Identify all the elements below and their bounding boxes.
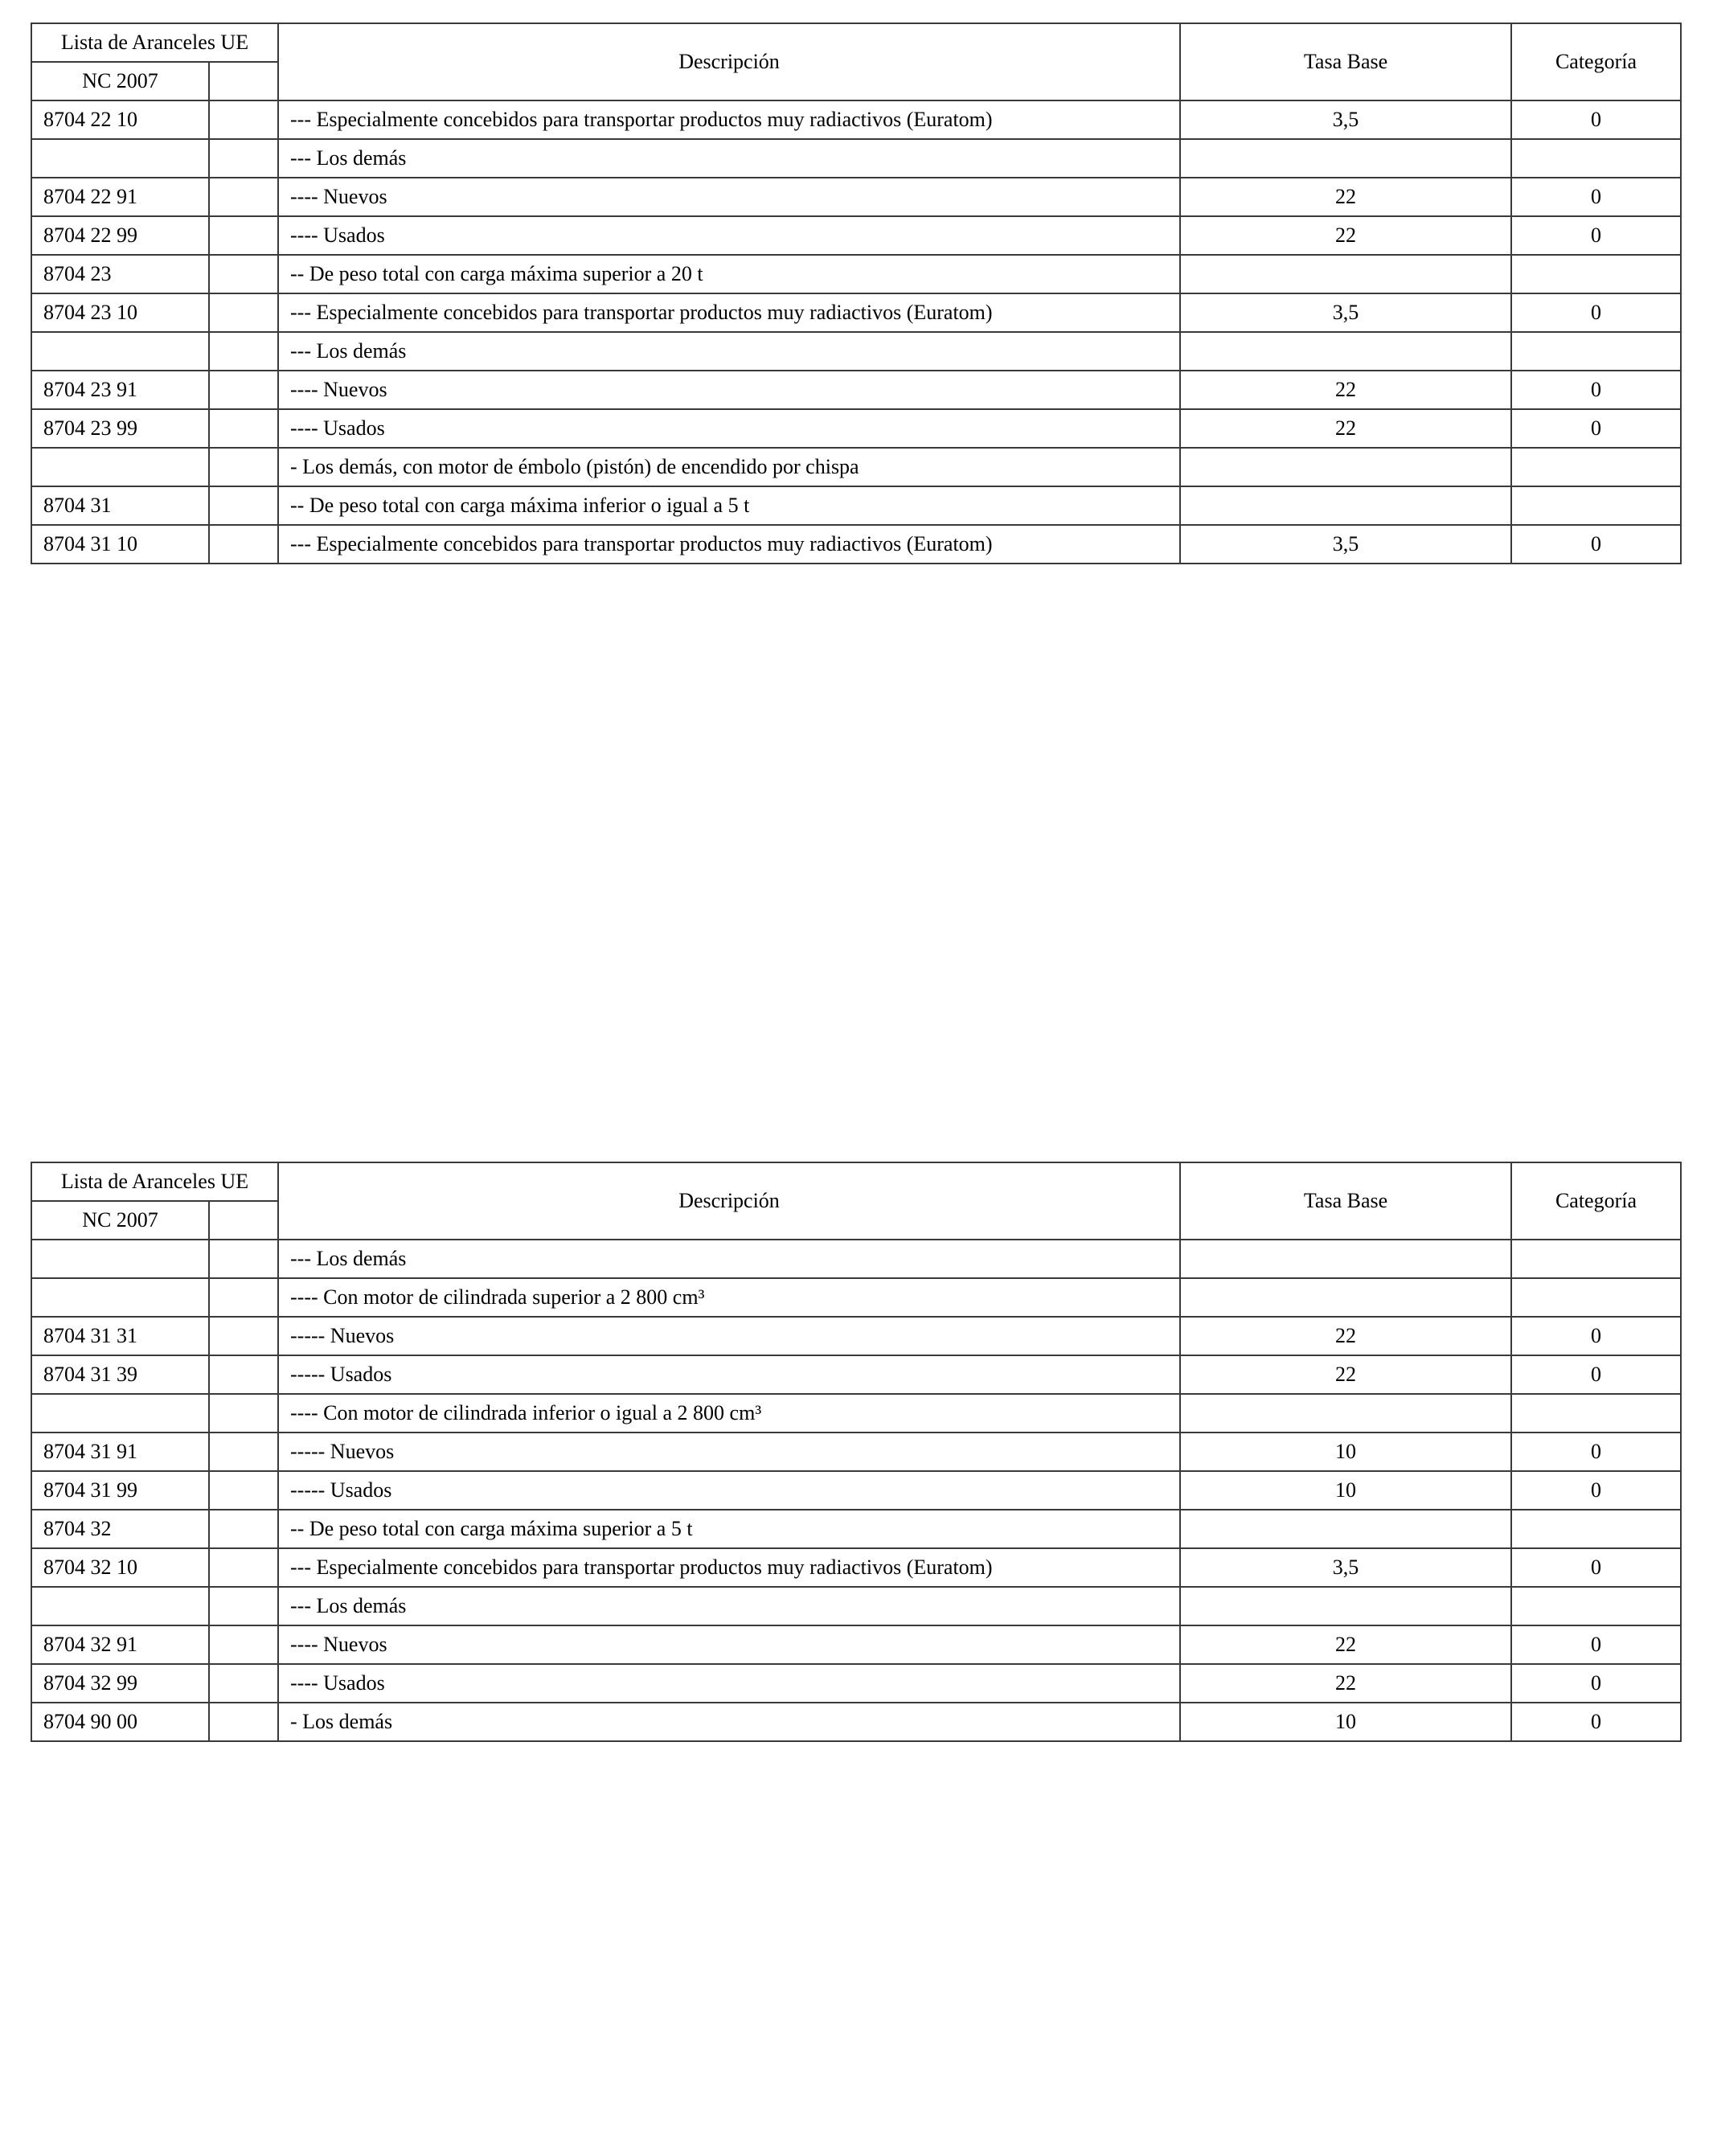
nc-code-cell: 8704 90 00 — [31, 1703, 209, 1741]
category-cell: 0 — [1511, 1471, 1681, 1510]
nc-sub-cell — [209, 216, 278, 255]
nc-code-cell — [31, 448, 209, 486]
nc-sub-cell — [209, 1394, 278, 1433]
nc-sub-cell — [209, 1548, 278, 1587]
category-cell: 0 — [1511, 293, 1681, 332]
nc-sub-cell — [209, 1240, 278, 1278]
nc-sub-cell — [209, 139, 278, 178]
nc-sub-cell — [209, 255, 278, 293]
category-cell: 0 — [1511, 525, 1681, 564]
tariff-table-1 — [31, 23, 1682, 564]
header-row — [31, 1162, 1681, 1201]
nc-code-cell: 8704 23 99 — [31, 409, 209, 448]
category-header: Categoría — [1511, 23, 1681, 100]
nc-code-cell: 8704 23 — [31, 255, 209, 293]
description-cell: -- De peso total con carga máxima superior a 20 t — [278, 255, 1180, 293]
table-row — [31, 178, 1681, 216]
description-cell: ---- Usados — [278, 216, 1180, 255]
table-row — [31, 1548, 1681, 1587]
nc-sub-cell — [209, 1625, 278, 1664]
table-row — [31, 255, 1681, 293]
base-rate-cell: 3,5 — [1180, 1548, 1511, 1587]
nc-sub-cell — [209, 1471, 278, 1510]
description-cell: ----- Usados — [278, 1471, 1180, 1510]
description-cell: ----- Nuevos — [278, 1433, 1180, 1471]
base-rate-cell — [1180, 139, 1511, 178]
base-rate-cell — [1180, 486, 1511, 525]
nc-code-cell: 8704 32 — [31, 1510, 209, 1548]
base-rate-cell: 22 — [1180, 178, 1511, 216]
table-row — [31, 1355, 1681, 1394]
nc-code-cell: 8704 31 99 — [31, 1471, 209, 1510]
nc-sub-cell — [209, 332, 278, 371]
description-cell: --- Los demás — [278, 139, 1180, 178]
base-rate-cell: 22 — [1180, 1317, 1511, 1355]
table-row — [31, 1625, 1681, 1664]
nc-code-cell: 8704 22 91 — [31, 178, 209, 216]
nc-sub-cell — [209, 486, 278, 525]
nc-sub-cell — [209, 525, 278, 564]
rate-header: Tasa Base — [1180, 23, 1511, 100]
description-cell: ---- Usados — [278, 1664, 1180, 1703]
category-cell — [1511, 1587, 1681, 1625]
category-cell — [1511, 486, 1681, 525]
base-rate-cell — [1180, 1587, 1511, 1625]
category-cell: 0 — [1511, 1317, 1681, 1355]
description-cell: ---- Con motor de cilindrada inferior o igual a 2 800 cm³ — [278, 1394, 1180, 1433]
description-cell: ---- Nuevos — [278, 1625, 1180, 1664]
nc-sub-header — [209, 62, 278, 100]
description-cell: -- De peso total con carga máxima superior a 5 t — [278, 1510, 1180, 1548]
description-cell: ---- Nuevos — [278, 371, 1180, 409]
nc-sub-cell — [209, 409, 278, 448]
nc-code-cell: 8704 31 39 — [31, 1355, 209, 1394]
nc-header: NC 2007 — [31, 62, 209, 100]
base-rate-cell: 3,5 — [1180, 100, 1511, 139]
description-cell: - Los demás — [278, 1703, 1180, 1741]
description-cell: --- Especialmente concebidos para transportar productos muy radiactivos (Euratom) — [278, 525, 1180, 564]
tariff-table-body — [31, 100, 1681, 564]
table-row — [31, 1240, 1681, 1278]
nc-sub-cell — [209, 1278, 278, 1317]
category-cell — [1511, 1510, 1681, 1548]
nc-code-cell: 8704 31 91 — [31, 1433, 209, 1471]
nc-sub-cell — [209, 371, 278, 409]
base-rate-cell — [1180, 1278, 1511, 1317]
tariff-table-2 — [31, 1162, 1682, 1742]
list-header: Lista de Aranceles UE — [31, 23, 278, 62]
category-cell — [1511, 139, 1681, 178]
nc-sub-cell — [209, 1317, 278, 1355]
category-cell: 0 — [1511, 409, 1681, 448]
base-rate-cell: 3,5 — [1180, 293, 1511, 332]
base-rate-cell — [1180, 1394, 1511, 1433]
base-rate-cell — [1180, 448, 1511, 486]
table-row — [31, 1510, 1681, 1548]
category-cell: 0 — [1511, 100, 1681, 139]
table-row — [31, 1317, 1681, 1355]
table-row — [31, 1433, 1681, 1471]
description-cell: --- Los demás — [278, 332, 1180, 371]
table-row — [31, 448, 1681, 486]
description-header: Descripción — [278, 23, 1180, 100]
header-row — [31, 23, 1681, 62]
category-cell: 0 — [1511, 1625, 1681, 1664]
description-cell: ---- Usados — [278, 409, 1180, 448]
description-cell: ----- Usados — [278, 1355, 1180, 1394]
nc-sub-cell — [209, 100, 278, 139]
nc-code-cell: 8704 22 99 — [31, 216, 209, 255]
table-row — [31, 1278, 1681, 1317]
base-rate-cell — [1180, 332, 1511, 371]
description-cell: --- Especialmente concebidos para transportar productos muy radiactivos (Euratom) — [278, 100, 1180, 139]
description-header: Descripción — [278, 1162, 1180, 1240]
nc-code-cell: 8704 32 10 — [31, 1548, 209, 1587]
base-rate-cell: 3,5 — [1180, 525, 1511, 564]
description-cell: --- Especialmente concebidos para transportar productos muy radiactivos (Euratom) — [278, 293, 1180, 332]
description-cell: - Los demás, con motor de émbolo (pistón) de encendido por chispa — [278, 448, 1180, 486]
table-row — [31, 486, 1681, 525]
table-row — [31, 525, 1681, 564]
nc-code-cell — [31, 1278, 209, 1317]
table-row — [31, 1394, 1681, 1433]
base-rate-cell: 22 — [1180, 1625, 1511, 1664]
category-cell — [1511, 332, 1681, 371]
base-rate-cell: 10 — [1180, 1471, 1511, 1510]
base-rate-cell: 22 — [1180, 371, 1511, 409]
rate-header: Tasa Base — [1180, 1162, 1511, 1240]
table-row — [31, 216, 1681, 255]
nc-sub-cell — [209, 1433, 278, 1471]
nc-code-cell: 8704 22 10 — [31, 100, 209, 139]
base-rate-cell — [1180, 255, 1511, 293]
table-row — [31, 371, 1681, 409]
nc-code-cell: 8704 23 10 — [31, 293, 209, 332]
category-cell — [1511, 255, 1681, 293]
nc-sub-cell — [209, 448, 278, 486]
description-cell: --- Los demás — [278, 1587, 1180, 1625]
base-rate-cell: 22 — [1180, 216, 1511, 255]
category-cell — [1511, 1240, 1681, 1278]
table-row — [31, 1471, 1681, 1510]
table-row — [31, 1587, 1681, 1625]
nc-sub-cell — [209, 1703, 278, 1741]
description-cell: ----- Nuevos — [278, 1317, 1180, 1355]
table-row — [31, 293, 1681, 332]
table-row — [31, 1664, 1681, 1703]
category-cell: 0 — [1511, 1703, 1681, 1741]
category-cell: 0 — [1511, 1433, 1681, 1471]
description-cell: -- De peso total con carga máxima inferior o igual a 5 t — [278, 486, 1180, 525]
category-cell: 0 — [1511, 216, 1681, 255]
nc-code-cell — [31, 139, 209, 178]
nc-code-cell — [31, 1394, 209, 1433]
base-rate-cell — [1180, 1510, 1511, 1548]
nc-code-cell: 8704 31 — [31, 486, 209, 525]
category-cell: 0 — [1511, 1355, 1681, 1394]
table-row — [31, 139, 1681, 178]
description-cell: ---- Nuevos — [278, 178, 1180, 216]
nc-sub-cell — [209, 1355, 278, 1394]
tariff-table-body — [31, 1240, 1681, 1741]
nc-code-cell: 8704 23 91 — [31, 371, 209, 409]
category-cell: 0 — [1511, 1548, 1681, 1587]
nc-sub-cell — [209, 293, 278, 332]
category-header: Categoría — [1511, 1162, 1681, 1240]
nc-code-cell — [31, 1240, 209, 1278]
category-cell: 0 — [1511, 1664, 1681, 1703]
nc-code-cell: 8704 31 31 — [31, 1317, 209, 1355]
base-rate-cell — [1180, 1240, 1511, 1278]
nc-header: NC 2007 — [31, 1201, 209, 1240]
description-cell: --- Especialmente concebidos para transportar productos muy radiactivos (Euratom) — [278, 1548, 1180, 1587]
nc-sub-cell — [209, 1664, 278, 1703]
category-cell: 0 — [1511, 178, 1681, 216]
list-header: Lista de Aranceles UE — [31, 1162, 278, 1201]
base-rate-cell: 22 — [1180, 409, 1511, 448]
nc-sub-cell — [209, 178, 278, 216]
nc-sub-cell — [209, 1510, 278, 1548]
base-rate-cell: 10 — [1180, 1433, 1511, 1471]
nc-code-cell — [31, 332, 209, 371]
nc-code-cell: 8704 32 99 — [31, 1664, 209, 1703]
category-cell — [1511, 1278, 1681, 1317]
category-cell: 0 — [1511, 371, 1681, 409]
table-row — [31, 332, 1681, 371]
description-cell: ---- Con motor de cilindrada superior a 2 800 cm³ — [278, 1278, 1180, 1317]
nc-sub-cell — [209, 1587, 278, 1625]
table-row — [31, 1703, 1681, 1741]
nc-code-cell: 8704 32 91 — [31, 1625, 209, 1664]
description-cell: --- Los demás — [278, 1240, 1180, 1278]
base-rate-cell: 10 — [1180, 1703, 1511, 1741]
nc-code-cell: 8704 31 10 — [31, 525, 209, 564]
nc-code-cell — [31, 1587, 209, 1625]
category-cell — [1511, 448, 1681, 486]
table-row — [31, 409, 1681, 448]
base-rate-cell: 22 — [1180, 1355, 1511, 1394]
category-cell — [1511, 1394, 1681, 1433]
base-rate-cell: 22 — [1180, 1664, 1511, 1703]
nc-sub-header — [209, 1201, 278, 1240]
table-row — [31, 100, 1681, 139]
